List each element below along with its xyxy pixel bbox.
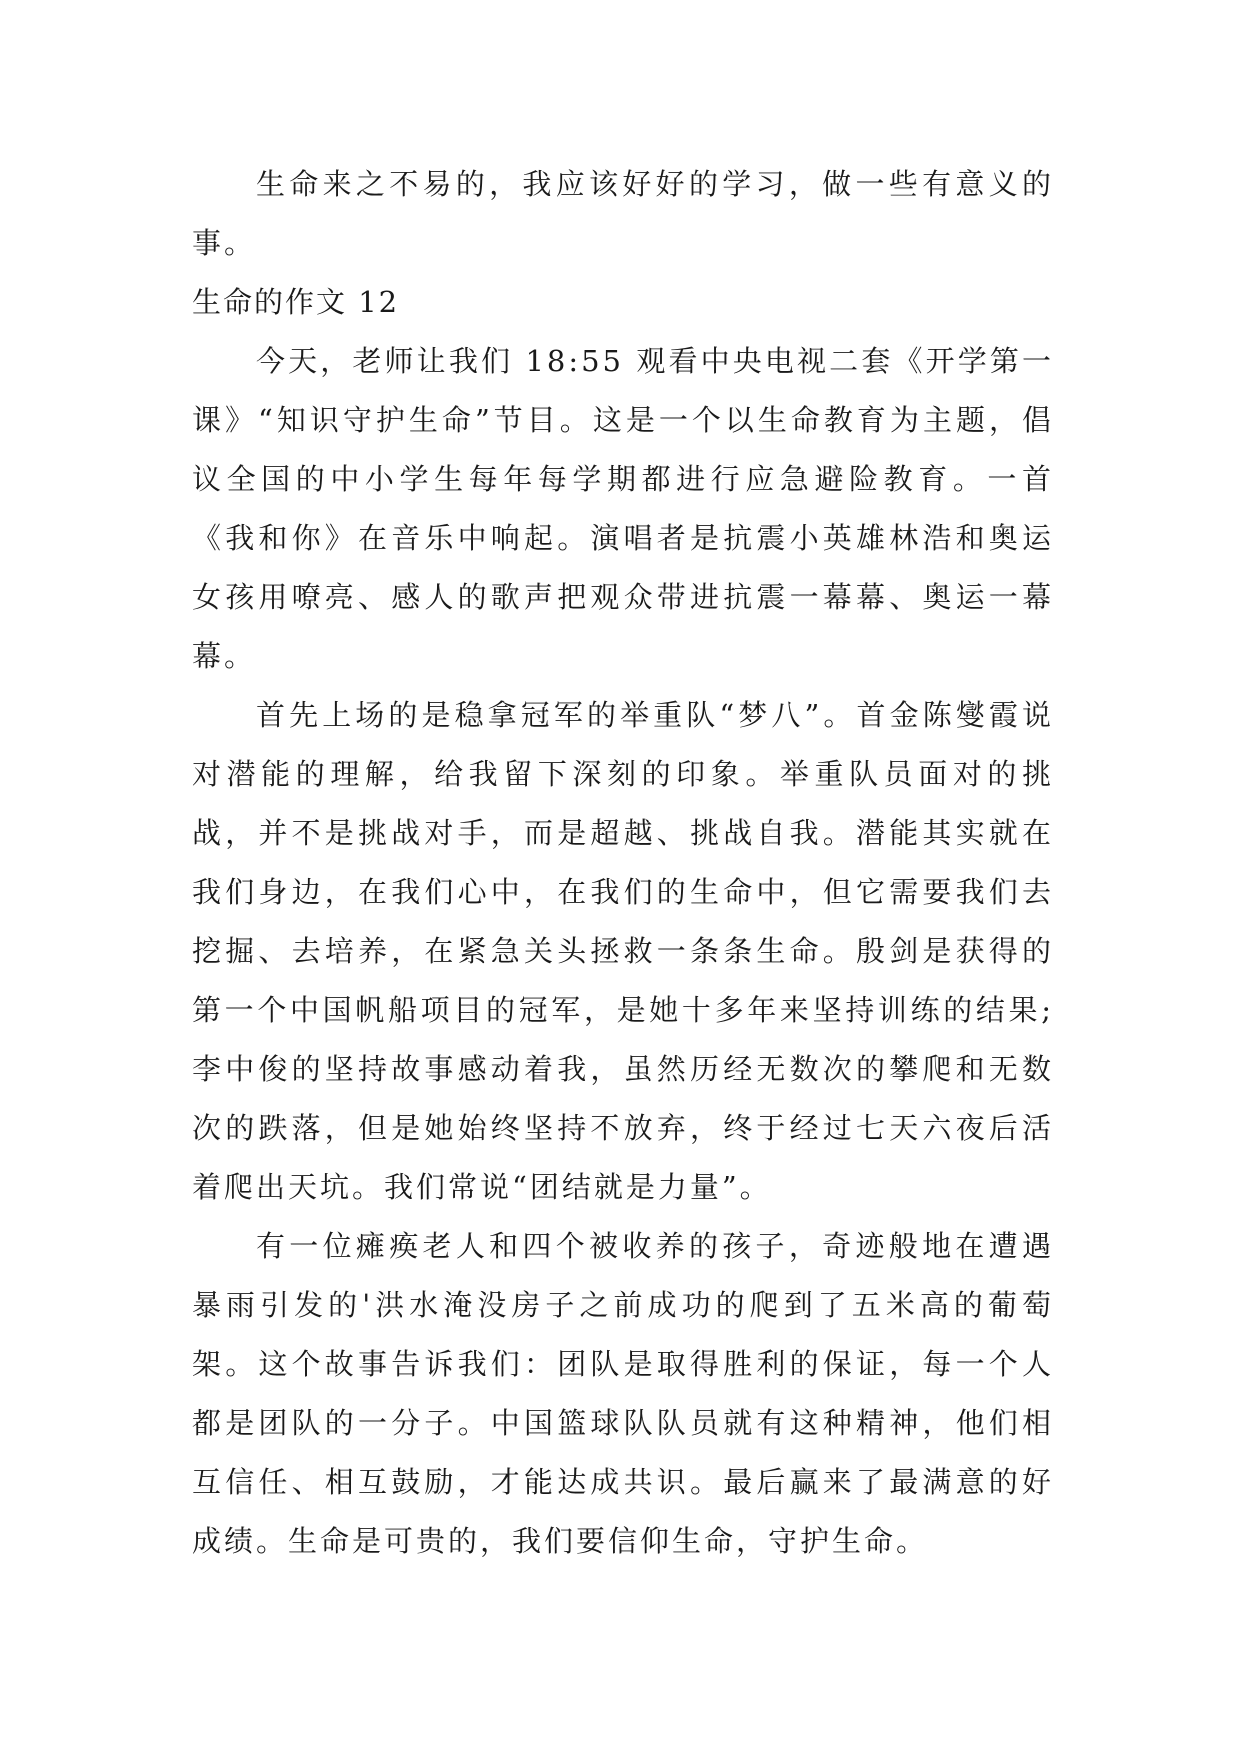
paragraph-1: 今天，老师让我们 18:55 观看中央电视二套《开学第一课》“知识守护生命”节目。这是一个以生命教育为主题，倡议全国的中小学生每年每学期都进行应急避险教育。一首《我和你》在音乐中响起。演唱者是抗震小英雄林浩和奥运女孩用嘹亮、感人的歌声把观众带进抗震一幕幕、奥运一幕幕。 (192, 344, 1054, 673)
paragraph-3: 有一位瘫痪老人和四个被收养的孩子，奇迹般地在遭遇暴雨引发的'洪水淹没房子之前成功的爬到了五米高的葡萄架。这个故事告诉我们：团队是取得胜利的保证，每一个人都是团队的一分子。中国篮球队队员就有这种精神，他们相互信任、相互鼓励，才能达成共识。最后赢来了最满意的好成绩。生命是可贵的，我们要信仰生命，守护生命。 (192, 1229, 1054, 1558)
essay-heading: 生命的作文 12 (192, 285, 400, 319)
paragraph-2: 首先上场的是稳拿冠军的举重队“梦八”。首金陈燮霞说对潜能的理解，给我留下深刻的印象。举重队员面对的挑战，并不是挑战对手，而是超越、挑战自我。潜能其实就在我们身边，在我们心中，在我们的生命中，但它需要我们去挖掘、去培养，在紧急关头拯救一条条生命。殷剑是获得的第一个中国帆船项目的冠军，是她十多年来坚持训练的结果;李中俊的坚持故事感动着我，虽然历经无数次的攀爬和无数次的跌落，但是她始终坚持不放弃，终于经过七天六夜后活着爬出天坑。我们常说“团结就是力量”。 (192, 698, 1054, 1204)
paragraph-intro: 生命来之不易的，我应该好好的学习，做一些有意义的事。 (192, 167, 1054, 260)
document-body (192, 155, 1054, 1571)
